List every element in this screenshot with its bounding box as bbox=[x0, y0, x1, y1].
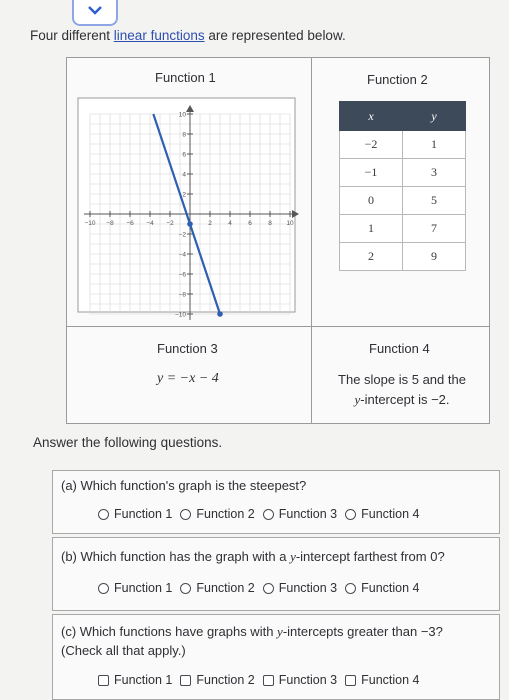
question-c-options bbox=[98, 673, 422, 687]
question-b-option-function-2[interactable] bbox=[180, 581, 254, 595]
function-1-graph bbox=[78, 98, 295, 319]
x-tick-label: −4 bbox=[146, 220, 154, 227]
question-c-option-function-1[interactable] bbox=[98, 673, 172, 687]
question-c-line-2: (Check all that apply.) bbox=[61, 643, 186, 658]
question-a bbox=[52, 470, 500, 534]
question-b-option-function-4[interactable] bbox=[345, 581, 419, 595]
function-4-line-2 bbox=[317, 390, 487, 410]
question-c-option-function-2[interactable] bbox=[180, 673, 254, 687]
y-tick-label: −10 bbox=[174, 311, 186, 319]
collapse-button[interactable] bbox=[72, 0, 118, 26]
option-label: Function 1 bbox=[114, 581, 173, 595]
y-tick-label: −8 bbox=[178, 291, 186, 299]
function-3-equation: y = −x − 4 bbox=[157, 371, 219, 386]
radio-button[interactable] bbox=[98, 509, 109, 520]
x-tick-label: 4 bbox=[228, 220, 232, 227]
question-b-option-function-1[interactable] bbox=[98, 581, 172, 595]
radio-button[interactable] bbox=[98, 583, 109, 594]
chevron-down-icon bbox=[87, 5, 103, 15]
table-cell: 2 bbox=[340, 243, 403, 271]
question-b-option-function-3[interactable] bbox=[263, 581, 337, 595]
table-cell: 5 bbox=[403, 187, 466, 215]
table-cell: 1 bbox=[340, 215, 403, 243]
question-b-text bbox=[61, 547, 445, 566]
question-a-option-function-2[interactable] bbox=[180, 507, 254, 521]
y-tick-label: 8 bbox=[182, 131, 186, 139]
x-tick-label: 2 bbox=[208, 220, 212, 227]
x-tick-label: 6 bbox=[248, 220, 252, 227]
question-b-text-post: -intercept farthest from 0? bbox=[295, 549, 445, 564]
question-a-text: (a) Which function's graph is the steepest? bbox=[61, 478, 307, 493]
intro-text bbox=[30, 28, 346, 43]
question-c-option-function-3[interactable] bbox=[263, 673, 337, 687]
option-label: Function 1 bbox=[114, 507, 173, 521]
option-label: Function 4 bbox=[361, 581, 420, 595]
table-cell: 9 bbox=[403, 243, 466, 271]
radio-button[interactable] bbox=[263, 509, 274, 520]
radio-button[interactable] bbox=[345, 509, 356, 520]
option-label: Function 2 bbox=[196, 581, 255, 595]
table-cell: −1 bbox=[340, 159, 403, 187]
table-row bbox=[340, 131, 466, 159]
function-4-line-1: The slope is 5 and the bbox=[338, 372, 466, 387]
graph-background bbox=[78, 98, 295, 312]
y-tick-label: −2 bbox=[178, 231, 186, 239]
answer-instructions: Answer the following questions. bbox=[33, 435, 223, 450]
y-tick-label: −4 bbox=[178, 251, 186, 259]
grid-divider-horizontal bbox=[67, 326, 489, 327]
line-point bbox=[217, 311, 223, 317]
graph-svg bbox=[78, 98, 295, 319]
table-cell: 7 bbox=[403, 215, 466, 243]
table-row bbox=[340, 243, 466, 271]
table-row bbox=[340, 187, 466, 215]
intro-suffix: are represented below. bbox=[204, 28, 346, 43]
y-variable: y bbox=[277, 624, 283, 639]
question-b bbox=[52, 537, 500, 611]
question-c-text bbox=[61, 622, 443, 660]
x-tick-label: −6 bbox=[126, 220, 134, 227]
function-2-table bbox=[339, 101, 466, 271]
option-label: Function 1 bbox=[114, 673, 173, 687]
function-3-title: Function 3 bbox=[157, 341, 218, 356]
option-label: Function 4 bbox=[361, 507, 420, 521]
table-header-y: y bbox=[403, 102, 466, 131]
x-tick-label: −2 bbox=[166, 220, 174, 227]
function-4-line-2-rest: -intercept is −2. bbox=[360, 392, 450, 407]
line-point bbox=[187, 221, 193, 227]
x-tick-label: −8 bbox=[106, 220, 114, 227]
checkbox[interactable] bbox=[98, 675, 109, 686]
question-b-text-pre: (b) Which function has the graph with a bbox=[61, 549, 291, 564]
functions-grid bbox=[66, 57, 490, 424]
option-label: Function 3 bbox=[278, 581, 338, 595]
question-c bbox=[52, 614, 500, 700]
option-label: Function 3 bbox=[278, 507, 338, 521]
option-label: Function 3 bbox=[278, 673, 338, 687]
intro-prefix: Four different bbox=[30, 28, 114, 43]
radio-button[interactable] bbox=[180, 583, 191, 594]
radio-button[interactable] bbox=[345, 583, 356, 594]
y-tick-label: 2 bbox=[182, 191, 186, 199]
question-a-option-function-4[interactable] bbox=[345, 507, 419, 521]
question-a-option-function-3[interactable] bbox=[263, 507, 337, 521]
table-row bbox=[340, 215, 466, 243]
question-a-option-function-1[interactable] bbox=[98, 507, 172, 521]
checkbox[interactable] bbox=[263, 675, 274, 686]
table-cell: 0 bbox=[340, 187, 403, 215]
linear-functions-link[interactable]: linear functions bbox=[113, 28, 205, 43]
y-tick-label: 4 bbox=[182, 171, 186, 179]
radio-button[interactable] bbox=[263, 583, 274, 594]
function-2-title: Function 2 bbox=[367, 72, 428, 87]
question-b-options bbox=[98, 581, 422, 595]
x-tick-label: 10 bbox=[286, 220, 294, 227]
table-header-x: x bbox=[340, 102, 403, 131]
y-tick-label: −6 bbox=[178, 271, 186, 279]
checkbox[interactable] bbox=[180, 675, 191, 686]
question-c-text-pre: (c) Which functions have graphs with bbox=[61, 624, 278, 639]
y-tick-label: 10 bbox=[178, 111, 186, 119]
radio-button[interactable] bbox=[180, 509, 191, 520]
function-4-title: Function 4 bbox=[369, 341, 430, 356]
y-tick-label: 6 bbox=[182, 151, 186, 159]
y-variable: y bbox=[354, 392, 361, 407]
top-bar bbox=[0, 0, 509, 24]
question-c-line-1 bbox=[61, 622, 443, 641]
question-c-option-function-4[interactable] bbox=[345, 673, 419, 687]
table-cell: −2 bbox=[340, 131, 403, 159]
table-row bbox=[340, 159, 466, 187]
checkbox[interactable] bbox=[345, 675, 356, 686]
function-4-description bbox=[317, 370, 487, 410]
x-tick-label: −10 bbox=[84, 220, 96, 227]
table-cell: 1 bbox=[403, 131, 466, 159]
option-label: Function 2 bbox=[196, 507, 255, 521]
function-1-title: Function 1 bbox=[155, 70, 216, 85]
question-a-options bbox=[98, 507, 422, 521]
option-label: Function 2 bbox=[196, 673, 255, 687]
table-cell: 3 bbox=[403, 159, 466, 187]
x-tick-label: 8 bbox=[268, 220, 272, 227]
grid-divider-vertical bbox=[311, 58, 312, 423]
y-variable: y bbox=[290, 549, 296, 564]
question-c-text-post: -intercepts greater than −3? bbox=[282, 624, 443, 639]
option-label: Function 4 bbox=[361, 673, 420, 687]
